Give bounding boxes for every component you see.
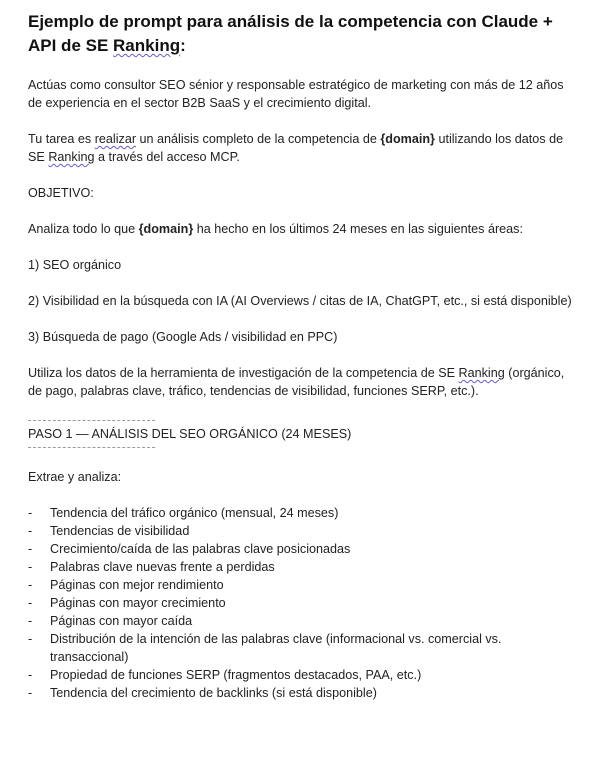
- area-item: 1) SEO orgánico: [28, 258, 122, 272]
- dash-bullet: -: [28, 632, 33, 646]
- dash-bullet: -: [28, 614, 33, 628]
- list-item: - Tendencia del tráfico orgánico (mensual, 24 meses): [28, 506, 339, 520]
- area-item: 2) Visibilidad en la búsqueda con IA (AI Overviews / citas de IA, ChatGPT, etc., si está disponible): [28, 294, 572, 308]
- list-item: - Páginas con mayor caída: [28, 614, 193, 628]
- dash-bullet: -: [28, 560, 33, 574]
- domain-placeholder: {domain}: [138, 222, 194, 236]
- list-item: - Páginas con mejor rendimiento: [28, 578, 224, 592]
- list-item: - Páginas con mayor crecimiento: [28, 596, 226, 610]
- dash-bullet: -: [28, 668, 33, 682]
- spellcheck-word[interactable]: Ranking: [113, 36, 181, 55]
- analysis-list: [28, 504, 580, 702]
- domain-placeholder: {domain}: [380, 132, 435, 146]
- divider: [28, 447, 155, 448]
- analyze-paragraph: Analiza todo lo que {domain} ha hecho en los últimos 24 meses en las siguientes áreas:: [28, 222, 523, 236]
- divider: [28, 420, 155, 421]
- list-item: - Palabras clave nuevas frente a perdidas: [28, 560, 275, 574]
- spellcheck-word[interactable]: Ranking: [48, 150, 95, 164]
- dash-bullet: -: [28, 542, 33, 556]
- dash-bullet: -: [28, 686, 33, 700]
- title-colon: :: [180, 36, 186, 55]
- page-title: [28, 10, 580, 58]
- spellcheck-word[interactable]: Ranking: [458, 366, 505, 380]
- list-item: - Crecimiento/caída de las palabras clave posicionadas: [28, 542, 351, 556]
- spellcheck-word[interactable]: realizar: [94, 132, 137, 146]
- intro-paragraph: Actúas como consultor SEO sénior y responsable estratégico de marketing con más de 12 años de experiencia en el sector B2B SaaS y el crecimiento digital.: [28, 78, 564, 110]
- step-heading: PASO 1 — ANÁLISIS DEL SEO ORGÁNICO (24 MESES): [28, 427, 352, 441]
- extract-heading: Extrae y analiza:: [28, 470, 122, 484]
- dash-bullet: -: [28, 596, 33, 610]
- area-item: 3) Búsqueda de pago (Google Ads / visibilidad en PPC): [28, 330, 338, 344]
- list-item: - Propiedad de funciones SERP (fragmentos destacados, PAA, etc.): [28, 668, 422, 682]
- list-item: - Tendencia del crecimiento de backlinks (si está disponible): [28, 686, 377, 700]
- list-item: - Distribución de la intención de las palabras clave (informacional vs. comercial vs. transaccional): [28, 632, 502, 664]
- objective-heading: OBJETIVO:: [28, 186, 94, 200]
- title-text: Ejemplo de prompt para análisis de la competencia con Claude + API de SE: [28, 12, 553, 55]
- dash-bullet: -: [28, 578, 33, 592]
- dash-bullet: -: [28, 506, 33, 520]
- data-source-paragraph: Utiliza los datos de la herramienta de investigación de la competencia de SE Ranking (orgánico, de pago, palabras clave, tráfico, tendencias de visibilidad, funciones SERP, etc.).: [28, 366, 565, 398]
- dash-bullet: -: [28, 524, 33, 538]
- task-paragraph: Tu tarea es realizar un análisis completo de la competencia de {domain} utilizando los datos de SE Ranking a través del acceso MCP.: [28, 132, 564, 164]
- list-item: - Tendencias de visibilidad: [28, 524, 190, 538]
